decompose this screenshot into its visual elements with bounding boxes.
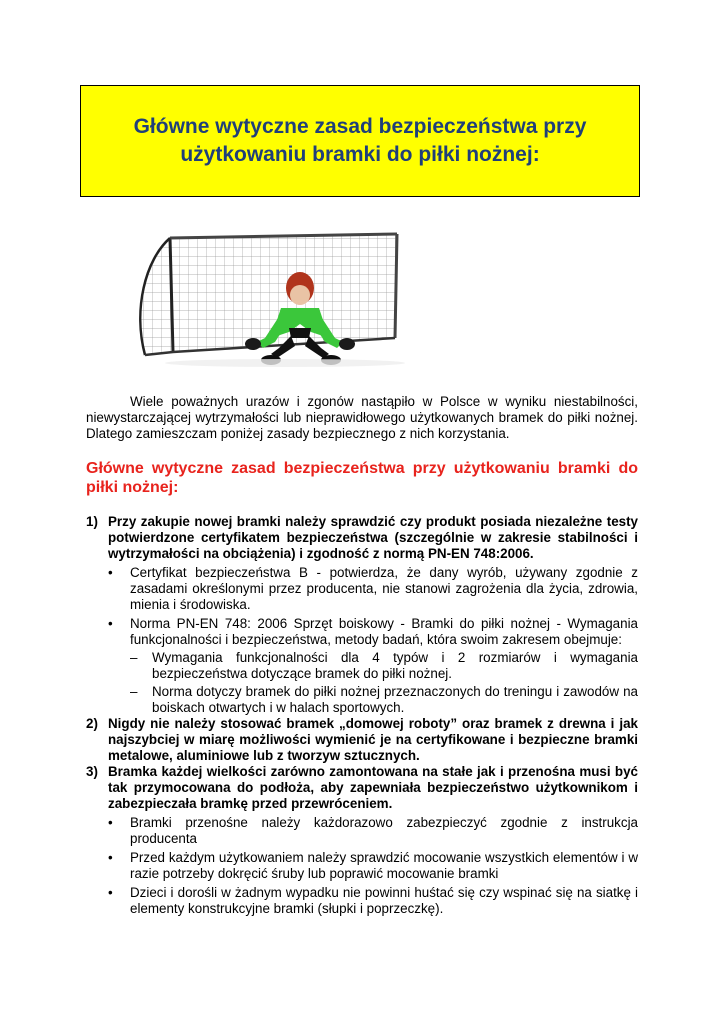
- list-item: 2) Nigdy nie należy stosować bramek „domowej roboty” oraz bramek z drewna i jak najszybciej w miarę możliwości wymienić je na certyfikowane i bezpieczne bramki metalowe, aluminiowe lub z tworzyw sztucznych.: [86, 716, 638, 763]
- section-heading: Główne wytyczne zasad bezpieczeństwa przy użytkowaniu bramki do piłki nożnej:: [86, 460, 638, 496]
- bullet-item: • Przed każdym użytkowaniem należy sprawdzić mocowanie wszystkich elementów i w razie potrzeby dokręcić śruby lub poprawić mocowanie bramki: [108, 850, 638, 881]
- intro-paragraph: Wiele poważnych urazów i zgonów nastąpiło w Polsce w wyniku niestabilności, niewystarczającej wytrzymałości lub nieprawidłowego użytkowanych bramek do piłki nożnej. Dlatego zamieszczam poniżej zasady bezpiecznego z nich korzystania.: [86, 394, 638, 442]
- dash-item: – Norma dotyczy bramek do piłki nożnej przeznaczonych do treningu i zawodów na boiskach otwartych i w halach sportowych.: [130, 684, 638, 715]
- dash-item: – Wymagania funkcjonalności dla 4 typów i 2 rozmiarów i wymagania bezpieczeństwa dotyczące bramek do piłki nożnej.: [130, 650, 638, 681]
- bullet-item: • Bramki przenośne należy każdorazowo zabezpieczyć zgodnie z instrukcja producenta: [108, 815, 638, 846]
- list-item: 1) Przy zakupie nowej bramki należy sprawdzić czy produkt posiada niezależne testy potwierdzone certyfikatem bezpieczeństwa (szczególnie w zakresie stabilności i wytrzymałości na obciążenia) i zgodność z normą PN-EN 748:2006.: [86, 514, 638, 561]
- list-item: 3) Bramka każdej wielkości zarówno zamontowana na stałe jak i przenośna musi być tak przymocowana do podłoża, aby zapewniała bezpieczeństwo użytkownikom i zabezpieczała bramkę przed przewróceniem.: [86, 764, 638, 811]
- bullet-item: • Dzieci i dorośli w żadnym wypadku nie powinni huśtać się czy wspinać się na siatkę i elementy konstrukcyjne bramki (słupki i poprzeczkę).: [108, 885, 638, 916]
- bullet-item: • Norma PN-EN 748: 2006 Sprzęt boiskowy - Bramki do piłki nożnej - Wymagania funkcjonalności i bezpieczeństwa, metody badań, która swoim zakresem obejmuje:: [108, 616, 638, 647]
- title-box: [80, 85, 640, 197]
- document-title: Główne wytyczne zasad bezpieczeństwa przy użytkowaniu bramki do piłki nożnej:: [133, 115, 587, 166]
- goalkeeper-goal-photo: [125, 220, 410, 370]
- guidelines-list: [86, 514, 638, 917]
- bullet-item: • Certyfikat bezpieczeństwa B - potwierdza, że dany wyrób, używany zgodnie z zasadami określonymi przez producenta, nie stanowi zagrożenia dla życia, zdrowia, mienia i środowiska.: [108, 565, 638, 612]
